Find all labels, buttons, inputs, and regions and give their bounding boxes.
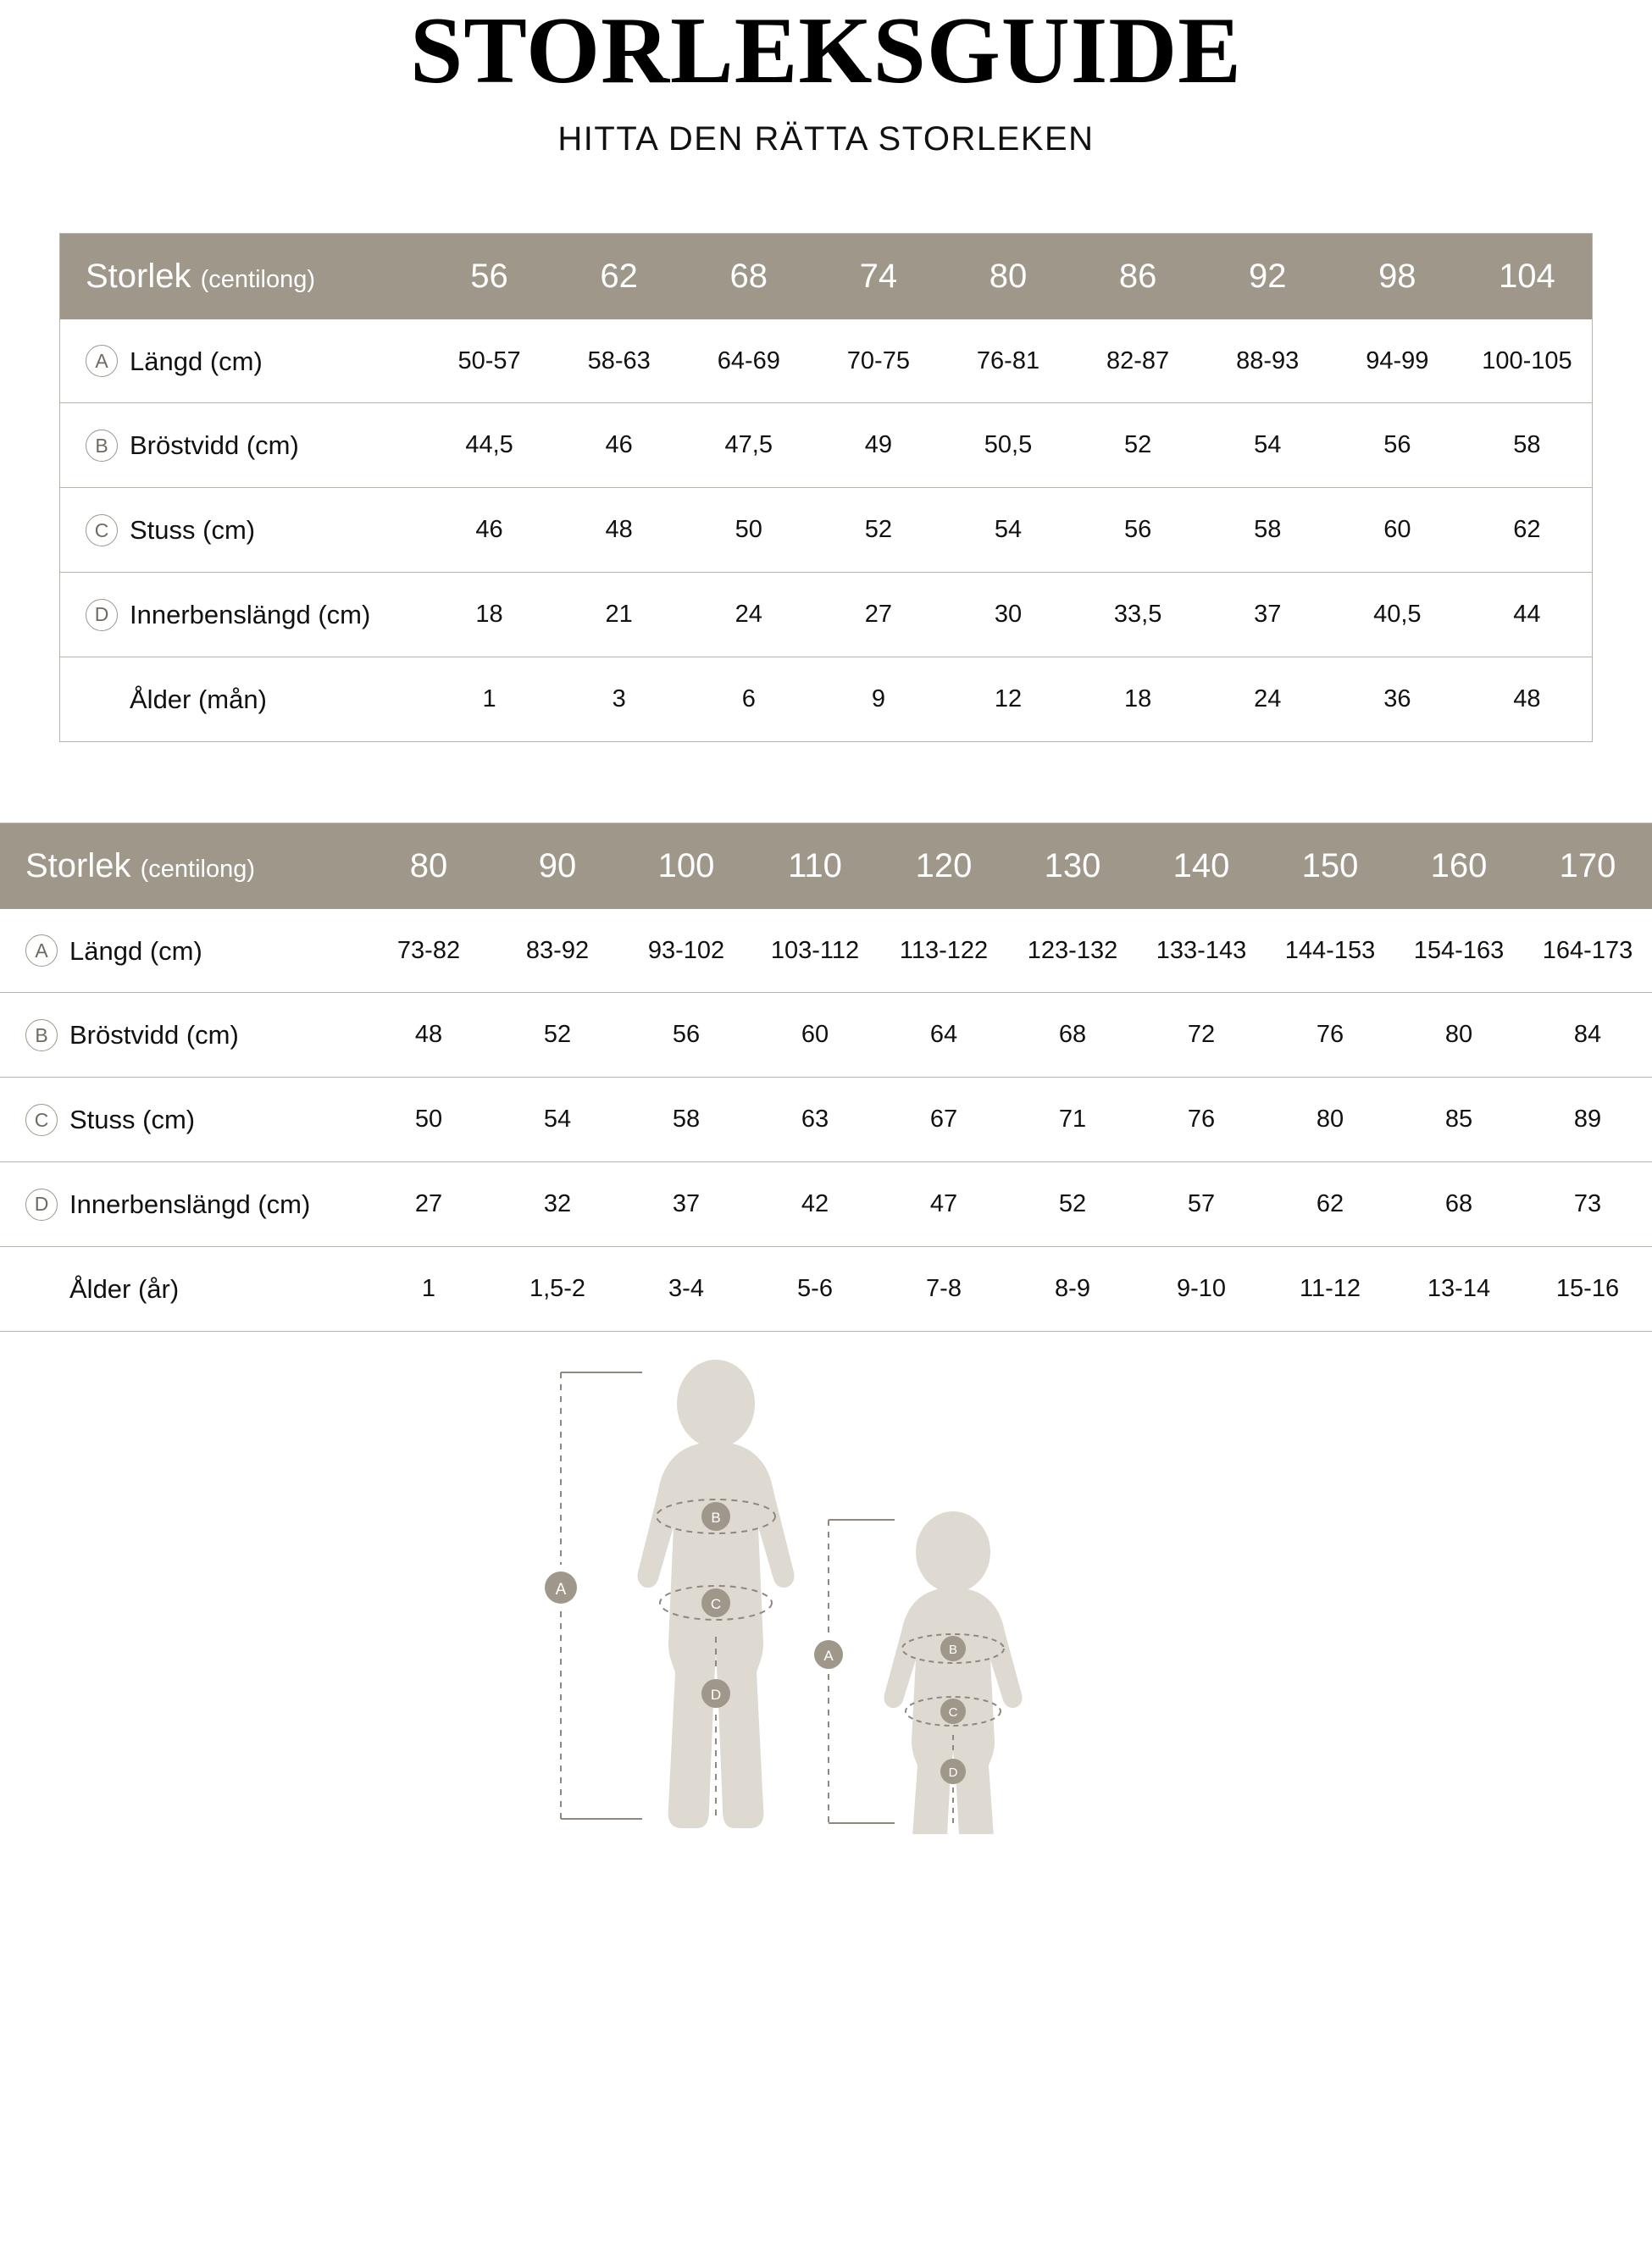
measurement-cell: 73: [1523, 1162, 1652, 1247]
measurement-cell: 123-132: [1027, 936, 1118, 964]
row-label-text: Innerbenslängd (cm): [69, 1189, 311, 1219]
size-header-130: 130: [1044, 846, 1101, 884]
size-header-100: 100: [657, 846, 715, 884]
row-label-text: Stuss (cm): [69, 1105, 196, 1135]
table-header-row: [0, 823, 1652, 909]
measurement-cell: 60: [1333, 488, 1462, 573]
measurement-cell: 76: [1137, 1078, 1266, 1162]
row-label-text: Ålder (år): [69, 1273, 180, 1304]
size-header-74: 74: [859, 257, 898, 295]
marker-d-icon: D: [86, 599, 118, 631]
size-header-86: 86: [1118, 257, 1157, 295]
measurement-cell: 50: [684, 488, 813, 573]
marker-c-icon: C: [86, 514, 118, 546]
measurement-cell: 49: [813, 403, 943, 488]
size-header-110: 110: [788, 846, 842, 884]
row-label-text: Längd (cm): [69, 935, 202, 966]
measurement-cell: 57: [1137, 1162, 1266, 1247]
size-table-kids: [0, 823, 1652, 1332]
measurement-cell: 82-87: [1106, 346, 1170, 374]
measurement-cell: 47,5: [684, 403, 813, 488]
measurement-cell: 1: [364, 1246, 493, 1330]
table-row: [0, 993, 1652, 1078]
size-header-120: 120: [915, 846, 973, 884]
measurement-cell: 76: [1266, 993, 1394, 1078]
row-label-cell: [0, 909, 364, 993]
size-header-104: 104: [1499, 257, 1555, 295]
size-header-90: 90: [538, 846, 577, 884]
measurement-cell: 6: [684, 657, 813, 740]
measurement-cell: 62: [1266, 1162, 1394, 1247]
row-label-cell: [60, 403, 424, 488]
marker-blank-icon: [25, 1273, 58, 1305]
measurement-cell: 15-16: [1523, 1246, 1652, 1330]
measurement-cell: 46: [424, 488, 554, 573]
measurement-cell: 67: [879, 1078, 1008, 1162]
header-label-unit: (centilong): [200, 265, 316, 293]
measurement-cell: 9: [813, 657, 943, 740]
measurement-cell: 80: [1394, 993, 1523, 1078]
measurement-cell: 50: [364, 1078, 493, 1162]
measurement-cell: 13-14: [1394, 1246, 1523, 1330]
measurement-cell: 56: [622, 993, 751, 1078]
measurement-cell: 52: [813, 488, 943, 573]
measurement-cell: 72: [1137, 993, 1266, 1078]
measurement-cell: 52: [1073, 403, 1203, 488]
marker-a-icon: A: [25, 934, 58, 967]
measurement-cell: 27: [813, 573, 943, 657]
measurement-cell: 52: [493, 993, 622, 1078]
measurement-cell: 58: [1462, 403, 1592, 488]
measurement-cell: 64: [879, 993, 1008, 1078]
svg-text:C: C: [948, 1704, 958, 1720]
measurement-cell: 18: [424, 573, 554, 657]
measurement-cell: 1: [424, 657, 554, 740]
measurement-cell: 48: [364, 993, 493, 1078]
measurement-cell: 11-12: [1266, 1246, 1394, 1330]
table-row: [0, 1078, 1652, 1162]
measurement-cell: 154-163: [1413, 936, 1505, 964]
row-label-text: Längd (cm): [130, 346, 263, 376]
measurement-cell: 94-99: [1366, 346, 1429, 374]
measurement-cell: 164-173: [1542, 936, 1633, 964]
measurement-cell: 113-122: [899, 936, 989, 964]
row-label-cell: [0, 993, 364, 1078]
header-label-cell: [0, 823, 364, 909]
row-label-text: Innerbenslängd (cm): [130, 599, 371, 629]
measurement-cell: 54: [1203, 403, 1333, 488]
svg-text:B: B: [948, 1642, 958, 1657]
measurement-cell: 36: [1333, 657, 1462, 740]
marker-c-icon: C: [25, 1104, 58, 1136]
measurement-cell: 58: [1203, 488, 1333, 573]
measurement-cell: 76-81: [976, 346, 1040, 374]
measurement-cell: 1,5-2: [493, 1246, 622, 1330]
size-header-140: 140: [1172, 846, 1230, 884]
measurement-cell: 7-8: [879, 1246, 1008, 1330]
svg-text:C: C: [710, 1595, 722, 1612]
measurement-cell: 52: [1008, 1162, 1137, 1247]
row-label-text: Stuss (cm): [130, 515, 256, 546]
measurement-cell: 48: [554, 488, 684, 573]
measurement-cell: 18: [1073, 657, 1203, 740]
size-header-92: 92: [1248, 257, 1287, 295]
size-header-80: 80: [409, 846, 448, 884]
measurement-cell: 9-10: [1137, 1246, 1266, 1330]
table-row: [60, 488, 1592, 573]
measurement-cell: 84: [1523, 993, 1652, 1078]
measurement-cell: 37: [1203, 573, 1333, 657]
measurement-figure: [0, 1357, 1652, 1832]
row-label-cell: [60, 319, 424, 403]
size-header-170: 170: [1559, 846, 1616, 884]
measurement-cell: 24: [1203, 657, 1333, 740]
measurement-cell: 62: [1462, 488, 1592, 573]
size-header-150: 150: [1301, 846, 1359, 884]
size-header-68: 68: [729, 257, 768, 295]
svg-text:A: A: [555, 1580, 567, 1599]
measurement-cell: 71: [1008, 1078, 1137, 1162]
size-table-baby: [59, 233, 1593, 742]
header-label-cell: [60, 234, 424, 319]
measurement-cell: 5-6: [751, 1246, 879, 1330]
table-row: [0, 1162, 1652, 1247]
header-label-text: Storlek: [25, 846, 131, 884]
measurement-cell: 70-75: [846, 346, 910, 374]
measurement-cell: 85: [1394, 1078, 1523, 1162]
measurement-cell: 58: [622, 1078, 751, 1162]
measurement-cell: 60: [751, 993, 879, 1078]
page-header: [0, 0, 1652, 158]
table-header-row: [60, 234, 1592, 319]
svg-text:D: D: [710, 1686, 722, 1703]
measurement-cell: 24: [684, 573, 813, 657]
measurement-cell: 3: [554, 657, 684, 740]
measurement-cell: 12: [943, 657, 1073, 740]
row-label-cell: [60, 573, 424, 657]
measurement-cell: 133-143: [1156, 936, 1247, 964]
row-label-text: Bröstvidd (cm): [69, 1020, 239, 1050]
size-header-56: 56: [470, 257, 508, 295]
measurement-cell: 46: [554, 403, 684, 488]
table-row: [60, 657, 1592, 740]
size-header-160: 160: [1430, 846, 1488, 884]
measurement-cell: 48: [1462, 657, 1592, 740]
measurement-cell: 64-69: [717, 346, 780, 374]
table-row: [60, 403, 1592, 488]
measurement-cell: 3-4: [622, 1246, 751, 1330]
measurement-cell: 93-102: [647, 936, 725, 964]
table-row: [0, 1246, 1652, 1330]
measurement-cell: 56: [1333, 403, 1462, 488]
svg-text:B: B: [711, 1509, 721, 1526]
table-row: [60, 319, 1592, 403]
measurement-cell: 50-57: [457, 346, 521, 374]
table-row: [0, 909, 1652, 993]
row-label-text: Bröstvidd (cm): [130, 430, 299, 461]
marker-b-icon: B: [25, 1019, 58, 1051]
measurement-cell: 27: [364, 1162, 493, 1247]
measurement-cell: 83-92: [525, 936, 590, 964]
measurement-cell: 80: [1266, 1078, 1394, 1162]
measurement-cell: 37: [622, 1162, 751, 1247]
measurement-cell: 88-93: [1236, 346, 1300, 374]
silhouette-small: [813, 1508, 1076, 1834]
row-label-cell: [60, 657, 424, 740]
svg-text:A: A: [823, 1647, 834, 1664]
page-title: STORLEKSGUIDE: [410, 0, 1242, 103]
measurement-cell: 44: [1462, 573, 1592, 657]
marker-b-icon: B: [86, 430, 118, 462]
measurement-cell: 58-63: [587, 346, 651, 374]
measurement-cell: 30: [943, 573, 1073, 657]
header-label-text: Storlek: [86, 257, 191, 295]
svg-text:D: D: [948, 1765, 958, 1780]
size-header-98: 98: [1378, 257, 1416, 295]
row-label-cell: [0, 1246, 364, 1330]
measurement-cell: 54: [493, 1078, 622, 1162]
size-header-62: 62: [600, 257, 638, 295]
row-label-text: Ålder (mån): [130, 684, 267, 714]
measurement-cell: 103-112: [770, 936, 860, 964]
marker-d-icon: D: [25, 1189, 58, 1221]
measurement-cell: 47: [879, 1162, 1008, 1247]
row-label-cell: [60, 488, 424, 573]
measurement-cell: 50,5: [943, 403, 1073, 488]
measurement-cell: 73-82: [396, 936, 461, 964]
measurement-cell: 54: [943, 488, 1073, 573]
marker-a-icon: A: [86, 345, 118, 377]
measurement-cell: 32: [493, 1162, 622, 1247]
marker-blank-icon: [86, 684, 118, 716]
row-label-cell: [0, 1162, 364, 1247]
size-header-80: 80: [989, 257, 1028, 295]
measurement-cell: 56: [1073, 488, 1203, 573]
measurement-cell: 89: [1523, 1078, 1652, 1162]
header-label-unit: (centilong): [140, 855, 256, 883]
measurement-cell: 21: [554, 573, 684, 657]
measurement-cell: 144-153: [1284, 936, 1376, 964]
page-subtitle: HITTA DEN RÄTTA STORLEKEN: [557, 119, 1095, 158]
row-label-cell: [0, 1078, 364, 1162]
measurement-cell: 68: [1008, 993, 1137, 1078]
measurement-cell: 44,5: [424, 403, 554, 488]
measurement-cell: 42: [751, 1162, 879, 1247]
measurement-cell: 33,5: [1073, 573, 1203, 657]
measurement-cell: 8-9: [1008, 1246, 1137, 1330]
measurement-cell: 100-105: [1482, 346, 1572, 374]
table-row: [60, 573, 1592, 657]
measurement-cell: 68: [1394, 1162, 1523, 1247]
measurement-cell: 63: [751, 1078, 879, 1162]
measurement-cell: 40,5: [1333, 573, 1462, 657]
